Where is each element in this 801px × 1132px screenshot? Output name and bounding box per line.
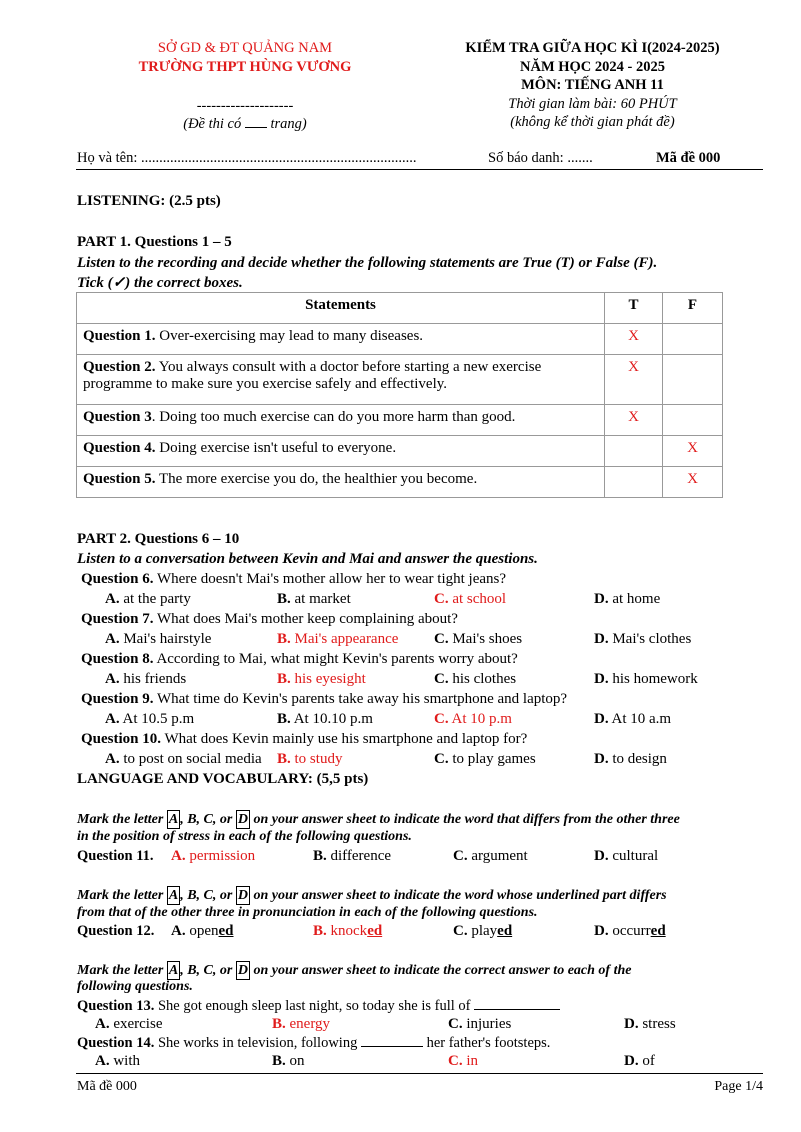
q6-option-c[interactable]: C. at school xyxy=(434,591,507,607)
q12-option-b[interactable]: B. knocked xyxy=(313,923,383,939)
q11-option-b[interactable]: B. difference xyxy=(313,848,392,864)
exam-title: KIỂM TRA GIỮA HỌC KÌ I(2024-2025) xyxy=(465,40,720,56)
header-dashes: -------------------- xyxy=(196,98,294,114)
q6-option-a[interactable]: A. at the party xyxy=(105,591,191,607)
q9-option-a[interactable]: A. At 10.5 p.m xyxy=(105,711,195,727)
q13-option-b[interactable]: B. energy xyxy=(272,1016,331,1032)
q8-option-d[interactable]: D. his homework xyxy=(594,671,698,687)
table-row xyxy=(77,436,723,467)
language-title: LANGUAGE AND VOCABULARY: (5,5 pts) xyxy=(77,771,369,787)
statement-cell: Question 3. Doing too much exercise can do you more harm than good. xyxy=(77,405,605,436)
question-11-label: Question 11. xyxy=(77,848,154,864)
q14-option-d[interactable]: D. of xyxy=(624,1053,655,1069)
statement-cell: Question 5. The more exercise you do, the healthier you become. xyxy=(77,467,605,498)
question-6: Question 6. Where doesn't Mai's mother allow her to wear tight jeans? xyxy=(81,571,507,587)
question-12-label: Question 12. xyxy=(77,923,155,939)
table-row xyxy=(77,467,723,498)
q7-option-d[interactable]: D. Mai's clothes xyxy=(594,631,692,647)
table-header-row xyxy=(77,293,723,324)
q11-option-d[interactable]: D. cultural xyxy=(594,848,659,864)
student-id-field: Số báo danh: ....... xyxy=(488,150,593,166)
q10-option-d[interactable]: D. to design xyxy=(594,751,667,767)
part1-title: PART 1. Questions 1 – 5 xyxy=(77,234,232,250)
q8-option-a[interactable]: A. his friends xyxy=(105,671,187,687)
statement-cell: Question 4. Doing exercise isn't useful to everyone. xyxy=(77,436,605,467)
subject: MÔN: TIẾNG ANH 11 xyxy=(521,77,664,93)
pronunciation-instruction: Mark the letter A , B, C, or D on your answer sheet to indicate the word whose underlined part differs xyxy=(77,888,667,903)
q6-option-d[interactable]: D. at home xyxy=(594,591,661,607)
true-checkbox[interactable] xyxy=(605,436,663,467)
stress-instruction: Mark the letter A , B, C, or D on your answer sheet to indicate the word that differs from the other three xyxy=(77,812,680,827)
q13-option-a[interactable]: A. exercise xyxy=(95,1016,163,1032)
true-checkbox[interactable]: X xyxy=(605,324,663,355)
q8-option-b[interactable]: B. his eyesight xyxy=(277,671,366,687)
q8-option-c[interactable]: C. his clothes xyxy=(434,671,517,687)
q9-option-d[interactable]: D. At 10 a.m xyxy=(594,711,672,727)
correct-answer-instruction-2: following questions. xyxy=(77,979,193,994)
listening-title: LISTENING: (2.5 pts) xyxy=(77,193,221,209)
correct-answer-instruction: Mark the letter A , B, C, or D on your answer sheet to indicate the correct answer to each of the xyxy=(77,963,632,978)
false-checkbox[interactable] xyxy=(663,405,723,436)
q10-option-a[interactable]: A. to post on social media xyxy=(105,751,262,767)
q6-option-b[interactable]: B. at market xyxy=(277,591,351,607)
q11-option-c[interactable]: C. argument xyxy=(453,848,528,864)
school-year: NĂM HỌC 2024 - 2025 xyxy=(520,59,665,75)
q7-option-c[interactable]: C. Mai's shoes xyxy=(434,631,523,647)
q14-option-c[interactable]: C. in xyxy=(448,1053,479,1069)
q9-option-b[interactable]: B. At 10.10 p.m xyxy=(277,711,373,727)
q13-option-c[interactable]: C. injuries xyxy=(448,1016,512,1032)
true-false-table xyxy=(76,292,723,498)
exam-code: Mã đề 000 xyxy=(656,150,721,166)
q12-option-c[interactable]: C. played xyxy=(453,923,513,939)
stress-instruction-2: in the position of stress in each of the following questions. xyxy=(77,829,412,844)
q7-option-a[interactable]: A. Mai's hairstyle xyxy=(105,631,212,647)
question-10: Question 10. What does Kevin mainly use his smartphone and laptop for? xyxy=(81,731,528,747)
statement-cell: Question 1. Over-exercising may lead to many diseases. xyxy=(77,324,605,355)
name-field: Họ và tên: ............................................................................ xyxy=(77,150,417,166)
true-checkbox[interactable]: X xyxy=(605,355,663,405)
page-count: (Đề thi có trang) xyxy=(183,116,307,132)
part1-instruction: Listen to the recording and decide whether the following statements are True (T) or False (F). xyxy=(77,255,658,271)
col-true: T xyxy=(605,293,663,324)
question-7: Question 7. What does Mai's mother keep complaining about? xyxy=(81,611,458,627)
question-14: Question 14. She works in television, following her father's footsteps. xyxy=(77,1035,551,1051)
q11-option-a[interactable]: A. permission xyxy=(171,848,256,864)
false-checkbox[interactable]: X xyxy=(663,467,723,498)
q12-option-d[interactable]: D. occurred xyxy=(594,923,666,939)
school-name: TRƯỜNG THPT HÙNG VƯƠNG xyxy=(138,59,352,75)
part2-instruction: Listen to a conversation between Kevin and Mai and answer the questions. xyxy=(77,551,538,567)
q10-option-b[interactable]: B. to study xyxy=(277,751,343,767)
q12-option-a[interactable]: A. opened xyxy=(171,923,234,939)
question-13: Question 13. She got enough sleep last night, so today she is full of xyxy=(77,998,560,1015)
duration: Thời gian làm bài: 60 PHÚT xyxy=(508,96,677,112)
table-row xyxy=(77,355,723,405)
duration-note: (không kể thời gian phát đề) xyxy=(510,114,675,130)
question-8: Question 8. According to Mai, what might Kevin's parents worry about? xyxy=(81,651,518,667)
statement-cell: Question 2. You always consult with a doctor before starting a new exercise programme to make sure you exercise safely and effectively. xyxy=(77,355,605,405)
header-rule xyxy=(76,169,763,170)
table-row xyxy=(77,324,723,355)
col-statements: Statements xyxy=(77,293,605,324)
q7-option-b[interactable]: B. Mai's appearance xyxy=(277,631,399,647)
q13-option-d[interactable]: D. stress xyxy=(624,1016,676,1032)
q14-option-b[interactable]: B. on xyxy=(272,1053,305,1069)
question-9: Question 9. What time do Kevin's parents take away his smartphone and laptop? xyxy=(81,691,568,707)
page-number: Page 1/4 xyxy=(714,1079,763,1094)
department-name: SỞ GD & ĐT QUẢNG NAM xyxy=(157,40,333,56)
false-checkbox[interactable] xyxy=(663,324,723,355)
false-checkbox[interactable] xyxy=(663,355,723,405)
footer-rule xyxy=(76,1073,763,1074)
part1-instruction-2: Tick (✓) the correct boxes. xyxy=(77,275,243,291)
q14-option-a[interactable]: A. with xyxy=(95,1053,141,1069)
true-checkbox[interactable] xyxy=(605,467,663,498)
table-row xyxy=(77,405,723,436)
pronunciation-instruction-2: from that of the other three in pronunciation in each of the following questions. xyxy=(77,905,538,920)
false-checkbox[interactable]: X xyxy=(663,436,723,467)
q10-option-c[interactable]: C. to play games xyxy=(434,751,536,767)
true-checkbox[interactable]: X xyxy=(605,405,663,436)
part2-title: PART 2. Questions 6 – 10 xyxy=(77,531,240,547)
q9-option-c[interactable]: C. At 10 p.m xyxy=(434,711,512,727)
col-false: F xyxy=(663,293,723,324)
footer-exam-code: Mã đề 000 xyxy=(77,1079,137,1094)
